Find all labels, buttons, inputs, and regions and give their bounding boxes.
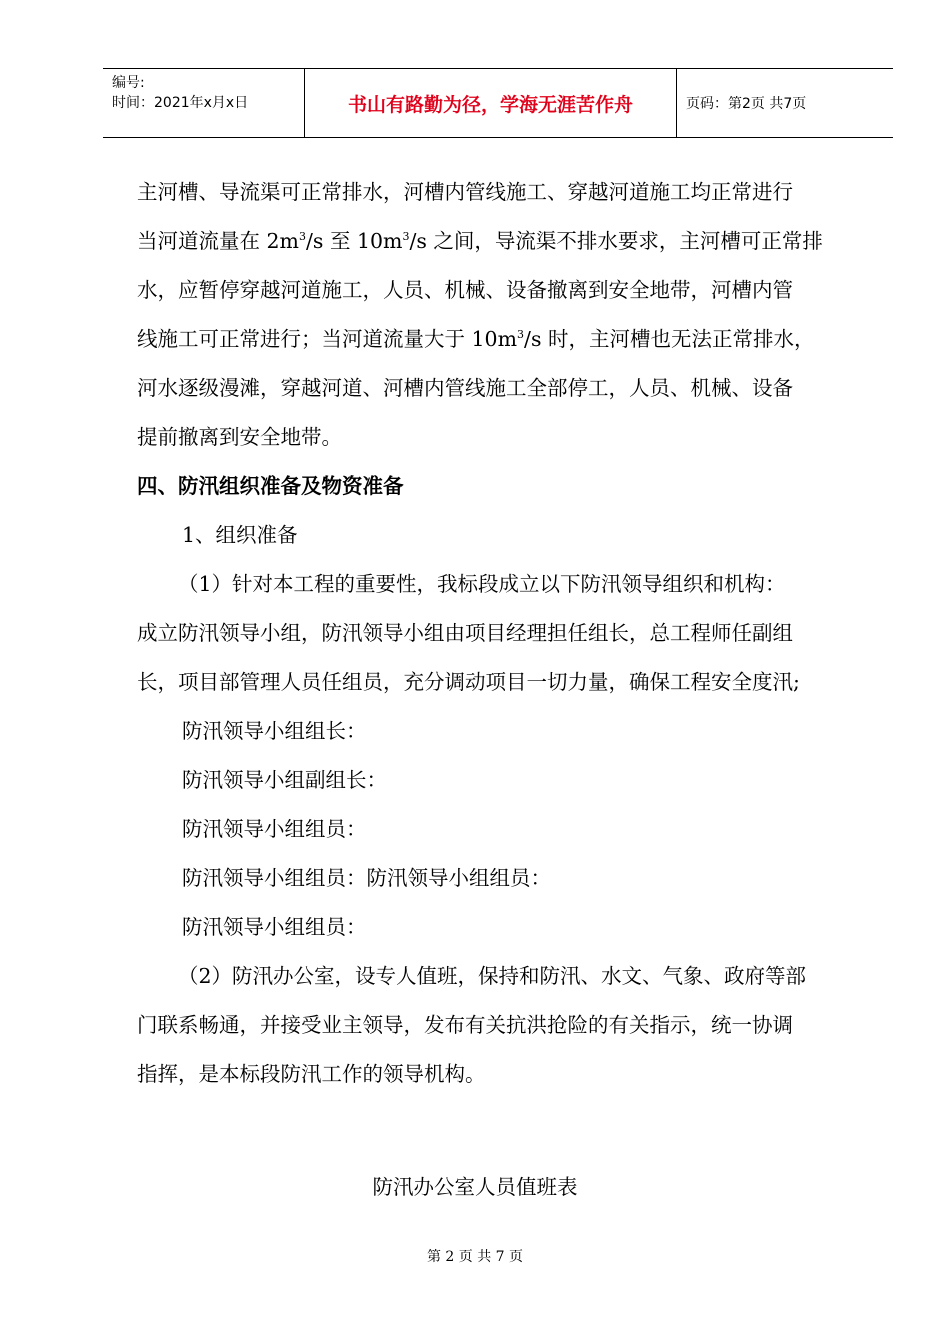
page-header — [103, 68, 893, 138]
paragraph-line: 线施工可正常进行；当河道流量大于 $10m^3/s$ 时，主河槽也无法正常排水， — [137, 327, 815, 351]
paragraph-line: 成立防汛领导小组，防汛领导小组由项目经理担任组长，总工程师任副组 — [137, 621, 793, 645]
list-item: （2）防汛办公室，设专人值班，保持和防汛、水文、气象、政府等部 — [178, 964, 807, 988]
section-heading: 四、防汛组织准备及物资准备 — [137, 474, 404, 498]
header-page-code: 页码：第2页 共7页 — [686, 96, 807, 112]
subsection-heading: 1、组织准备 — [182, 523, 298, 547]
paragraph-line: 当河道流量在 $2m^3/s$ 至 $10m^3/s$ 之间，导流渠不排水要求，主河槽可正常排 — [137, 229, 823, 253]
page-footer: 第 2 页 共 7 页 — [426, 1249, 524, 1265]
table-title: 防汛办公室人员值班表 — [372, 1175, 578, 1199]
header-time: 时间：2021年x月x日 — [112, 95, 249, 111]
paragraph-line: 水，应暂停穿越河道施工，人员、机械、设备撤离到安全地带，河槽内管 — [137, 278, 793, 302]
member-line: 防汛领导小组组员： — [182, 915, 367, 939]
document-body — [137, 168, 861, 1099]
paragraph-line: 长，项目部管理人员任组员，充分调动项目一切力量，确保工程安全度汛; — [137, 670, 800, 694]
list-item: （1）针对本工程的重要性，我标段成立以下防汛领导组织和机构： — [178, 572, 786, 596]
paragraph-line: 指挥，是本标段防汛工作的领导机构。 — [137, 1062, 486, 1086]
paragraph-line: 提前撤离到安全地带。 — [137, 425, 342, 449]
leader-line: 防汛领导小组组长： — [182, 719, 367, 743]
paragraph-line: 主河槽、导流渠可正常排水，河槽内管线施工、穿越河道施工均正常进行 — [137, 180, 793, 204]
member-line: 防汛领导小组组员：防汛领导小组组员： — [182, 866, 551, 890]
paragraph-line: 河水逐级漫滩，穿越河道、河槽内管线施工全部停工，人员、机械、设备 — [137, 376, 793, 400]
header-motto: 书山有路勤为径，学海无涯苦作舟 — [304, 69, 677, 137]
vice-leader-line: 防汛领导小组副组长： — [182, 768, 387, 792]
member-line: 防汛领导小组组员： — [182, 817, 367, 841]
header-info — [103, 69, 304, 137]
header-number: 编号: — [112, 75, 145, 91]
paragraph-line: 门联系畅通，并接受业主领导，发布有关抗洪抢险的有关指示，统一协调 — [137, 1013, 793, 1037]
